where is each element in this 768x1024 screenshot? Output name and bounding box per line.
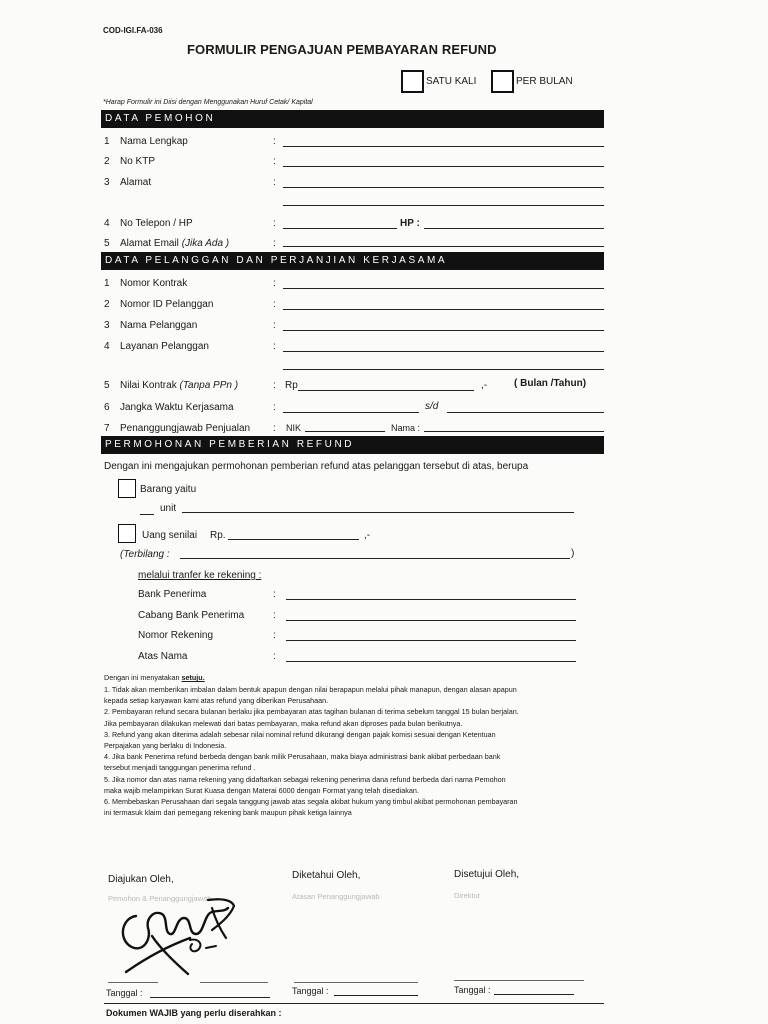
terms-line: tersebut menjadi tanggungan penerima refund . xyxy=(104,763,256,773)
footer-divider xyxy=(104,1003,604,1004)
barang-description-field[interactable] xyxy=(182,512,574,513)
terms-list xyxy=(104,684,519,818)
tanggal-field-1[interactable] xyxy=(150,997,270,998)
row-number: 1 xyxy=(104,278,110,289)
penanggungjawab-label: Penanggungjawab Penjualan xyxy=(120,423,251,434)
layanan-pelanggan-label: Layanan Pelanggan xyxy=(120,341,209,352)
nilai-kontrak-label: Nilai Kontrak (Tanpa PPn ) xyxy=(120,380,239,391)
nomor-rekening-field[interactable] xyxy=(286,640,576,641)
rp-label: Rp xyxy=(285,380,298,391)
tanggal-field-3[interactable] xyxy=(494,994,574,995)
uang-amount-field[interactable] xyxy=(228,539,359,540)
no-telepon-label: No Telepon / HP xyxy=(120,218,193,229)
alamat-field-line-1[interactable] xyxy=(283,187,604,188)
nama-pelanggan-field[interactable] xyxy=(283,330,604,331)
sd-label: s/d xyxy=(425,401,439,412)
no-ktp-label: No KTP xyxy=(120,156,156,167)
alamat-field-line-2[interactable] xyxy=(283,205,604,206)
row-number: 1 xyxy=(104,136,110,147)
layanan-pelanggan-field-line-1[interactable] xyxy=(283,351,604,352)
row-number: 5 xyxy=(104,380,110,391)
nama-lengkap-label: Nama Lengkap xyxy=(120,136,188,147)
nomor-id-pelanggan-label: Nomor ID Pelanggan xyxy=(120,299,214,310)
terms-line: Jika pembayaran dilakukan melewati dari batas pembayaran, maka refund akan diproses pada bulan berikutnya. xyxy=(104,718,463,728)
barang-checkbox[interactable] xyxy=(118,479,136,498)
nomor-kontrak-label: Nomor Kontrak xyxy=(120,278,188,289)
email-field[interactable] xyxy=(283,246,604,247)
disetujui-role: Direktur xyxy=(454,891,481,900)
uang-rp-label: Rp. xyxy=(210,530,226,541)
diajukan-role: Pemohon & Penanggungjawab xyxy=(108,894,212,903)
atas-nama-field[interactable] xyxy=(286,661,576,662)
per-bulan-label: PER BULAN xyxy=(516,76,573,87)
terms-line: 3. Refund yang akan diterima adalah sebesar nilai nominal refund dikurangi dengan pajak komisi sesuai dengan Ketentuan xyxy=(104,729,496,739)
terbilang-field[interactable] xyxy=(180,558,570,559)
terms-line: 6. Membebaskan Perusahaan dari segala tanggung jawab atas segala akibat hukum yang timbul akibat permohonan pembayaran xyxy=(104,797,518,807)
bank-penerima-field[interactable] xyxy=(286,599,576,600)
jangka-waktu-label: Jangka Waktu Kerjasama xyxy=(120,402,234,413)
nik-field[interactable] xyxy=(305,431,385,432)
row-number: 6 xyxy=(104,402,110,413)
row-number: 7 xyxy=(104,423,110,434)
nilai-kontrak-field[interactable] xyxy=(298,390,474,391)
tanggal-label-2: Tanggal : xyxy=(292,986,329,996)
row-number: 4 xyxy=(104,218,110,229)
section-header-data-pemohon: DATA PEMOHON xyxy=(101,110,604,128)
no-telepon-field[interactable] xyxy=(283,228,397,229)
nama-pelanggan-label: Nama Pelanggan xyxy=(120,320,198,331)
nik-label: NIK xyxy=(286,423,302,433)
no-ktp-field[interactable] xyxy=(283,166,604,167)
alamat-label: Alamat xyxy=(120,177,152,188)
section-header-permohonan-refund: PERMOHONAN PEMBERIAN REFUND xyxy=(101,436,604,454)
tanggal-label-3: Tanggal : xyxy=(454,985,491,995)
uang-label: Uang senilai xyxy=(142,530,198,541)
tanggal-label-1: Tanggal : xyxy=(106,988,143,998)
handwritten-signature xyxy=(112,888,242,983)
diketahui-role: Atasan Penanggungjawab xyxy=(292,892,380,901)
row-number: 2 xyxy=(104,299,110,310)
signature-line-segment xyxy=(200,982,268,983)
jangka-waktu-end-field[interactable] xyxy=(447,412,604,413)
hp-field[interactable] xyxy=(424,228,604,229)
row-number: 4 xyxy=(104,341,110,352)
rp-suffix: ,- xyxy=(481,380,488,391)
satu-kali-label: SATU KALI xyxy=(426,76,477,87)
period-label: ( Bulan /Tahun) xyxy=(514,378,587,389)
nama-lengkap-field[interactable] xyxy=(283,146,604,147)
nomor-id-pelanggan-field[interactable] xyxy=(283,309,604,310)
nama-label: Nama : xyxy=(391,423,421,433)
terms-line: 4. Jika bank Penerima refund berbeda dengan bank milik Perusahaan, maka biaya administrasi bank akibat perbedaan bank xyxy=(104,752,501,762)
nomor-rekening-label: Nomor Rekening xyxy=(138,630,214,641)
signature-line-disetujui xyxy=(454,980,584,981)
cabang-bank-label: Cabang Bank Penerima xyxy=(138,610,245,621)
unit-label: unit xyxy=(160,503,177,514)
terms-line: kepada setiap karyawan kami atas refund yang diberikan Perusahaan. xyxy=(104,696,329,706)
barang-label: Barang yaitu xyxy=(140,484,197,495)
nomor-kontrak-field[interactable] xyxy=(283,288,604,289)
terbilang-label: (Terbilang : xyxy=(120,549,170,560)
terms-line: maka wajib melampirkan Surat Kuasa dengan Materai 6000 dengan Format yang telah disediakan. xyxy=(104,785,419,795)
signature-line-diketahui xyxy=(294,982,418,983)
terms-line: 5. Jika nomor dan atas nama rekening yang didaftarkan sebagai rekening penerima dana refund berbeda dari nama Pemohon xyxy=(104,774,506,784)
disetujui-heading: Disetujui Oleh, xyxy=(454,869,520,880)
document-code: COD-IGI.FA-036 xyxy=(103,26,163,35)
bank-penerima-label: Bank Penerima xyxy=(138,589,207,600)
uang-rp-suffix: ,- xyxy=(364,530,371,541)
terms-line: Perpajakan yang berlaku di Indonesia. xyxy=(104,741,227,751)
jangka-waktu-start-field[interactable] xyxy=(283,412,419,413)
refund-form-page: COD-IGI.FA-036 FORMULIR PENGAJUAN PEMBAYARAN REFUND SATU KALI PER BULAN *Harap Formulir ini Diisi dengan Menggunakan Huruf Cetak/ Kapital DATA PEMOHON 1 Nama Lengkap : 2 No KTP : 3 Alamat : 4 No Telepon / HP : HP : 5 Alamat Email (Jika Ada ) : DATA PELANGGAN DAN PERJANJIAN KERJASAMA 1 Nomor Kontrak : 2 Nomor ID Pelanggan : 3 Nama Pelanggan : 4 Layanan Pelanggan : 5 Nilai Kontrak (Tanpa PPn ) : Rp ,- ( Bulan /Tahun) 6 Jangka Waktu Kerjasama : s/d 7 Penanggungjawab Penjualan : NIK Nama : PERMOHONAN PEMBERIAN REFUND Dengan ini mengajukan permohonan pemberian refund atas pelanggan tersebut di atas, berupa Barang yaitu unit Uang senilai Rp. ,- (Terbilang : ) melalui tranfer ke rekening : Bank Penerima : Cabang Bank Penerima : Nomor Rekening : Atas Nama : Dengan ini menyatakan setuju. 1. Tidak akan memberikan imbalan dalam bentuk apapun dengan nilai berapapun melalui pihak manapun, dengan alasan apapun kepada setiap karyawan kami atas refund yang diberikan Perusahaan. 2. Pembayaran refund secara bulanan berlaku jika pembayaran atas tagihan bulanan di terima sebelum tanggal 15 bulan berjalan. Jika pembayaran dilakukan melewati dari batas pembayaran, maka refund akan diproses pada bulan berikutnya. 3. Refund yang akan diterima adalah sebesar nilai nominal refund dikurangi dengan pajak komisi sesuai dengan Ketentuan Perpajakan yang berlaku di Indonesia. 4. Jika bank Penerima refund berbeda dengan bank milik Perusahaan, maka biaya administrasi bank akibat perbedaan bank tersebut menjadi tanggungan penerima refund . 5. Jika nomor dan atas nama rekening yang didaftarkan sebagai rekening penerima dana refund berbeda dari nama Pemohon maka wajib melampirkan Surat Kuasa dengan Materai 6000 dengan Format yang telah disediakan. 6. Membebaskan Perusahaan dari segala tanggung jawab atas segala akibat hukum yang timbul akibat permohonan pembayaran ini termasuk klaim dari pemegang rekening bank maupun pihak ketiga lainnya Diajukan Oleh, Pemohon & Penanggungjawab Diketahui Oleh, Atasan Penanggungjawab Disetujui Oleh, Direktur Tanggal : Tanggal : Tanggal : Dokumen WAJIB yang perlu diserahkan : xyxy=(0,0,768,1024)
tanggal-field-2[interactable] xyxy=(334,995,418,996)
hp-label: HP : xyxy=(400,218,420,229)
cabang-bank-field[interactable] xyxy=(286,620,576,621)
terms-line: 1. Tidak akan memberikan imbalan dalam bentuk apapun dengan nilai berapapun melalui pihak manapun, dengan alasan apapun xyxy=(104,685,517,694)
signature-line-segment xyxy=(108,982,158,983)
terms-line: 2. Pembayaran refund secara bulanan berlaku jika pembayaran atas tagihan bulanan di terima sebelum tanggal 15 bulan berjalan. xyxy=(104,707,519,717)
terms-line: ini termasuk klaim dari pemegang rekening bank maupun pihak ketiga lainnya xyxy=(104,808,352,818)
section-header-data-pelanggan: DATA PELANGGAN DAN PERJANJIAN KERJASAMA xyxy=(101,252,604,270)
transfer-label: melalui tranfer ke rekening : xyxy=(138,570,262,581)
email-label: Alamat Email (Jika Ada ) xyxy=(120,238,230,249)
terbilang-close: ) xyxy=(571,548,575,559)
row-number: 3 xyxy=(104,320,110,331)
row-number: 3 xyxy=(104,177,110,188)
row-number: 5 xyxy=(104,238,110,249)
satu-kali-checkbox[interactable] xyxy=(401,70,424,93)
terms-intro: Dengan ini menyatakan setuju. xyxy=(104,673,205,682)
fill-instruction: *Harap Formulir ini Diisi dengan Menggunakan Huruf Cetak/ Kapital xyxy=(103,99,313,106)
barang-qty-field[interactable] xyxy=(140,514,154,515)
refund-intro-text: Dengan ini mengajukan permohonan pemberian refund atas pelanggan tersebut di atas, berupa xyxy=(104,461,529,472)
uang-checkbox[interactable] xyxy=(118,524,136,543)
form-title: FORMULIR PENGAJUAN PEMBAYARAN REFUND xyxy=(187,42,497,57)
penanggungjawab-nama-field[interactable] xyxy=(424,431,604,432)
diajukan-heading: Diajukan Oleh, xyxy=(108,874,174,885)
footer-required-documents: Dokumen WAJIB yang perlu diserahkan : xyxy=(106,1008,282,1018)
atas-nama-label: Atas Nama xyxy=(138,651,188,662)
per-bulan-checkbox[interactable] xyxy=(491,70,514,93)
row-number: 2 xyxy=(104,156,110,167)
layanan-pelanggan-field-line-2[interactable] xyxy=(283,369,604,370)
diketahui-heading: Diketahui Oleh, xyxy=(292,870,361,881)
